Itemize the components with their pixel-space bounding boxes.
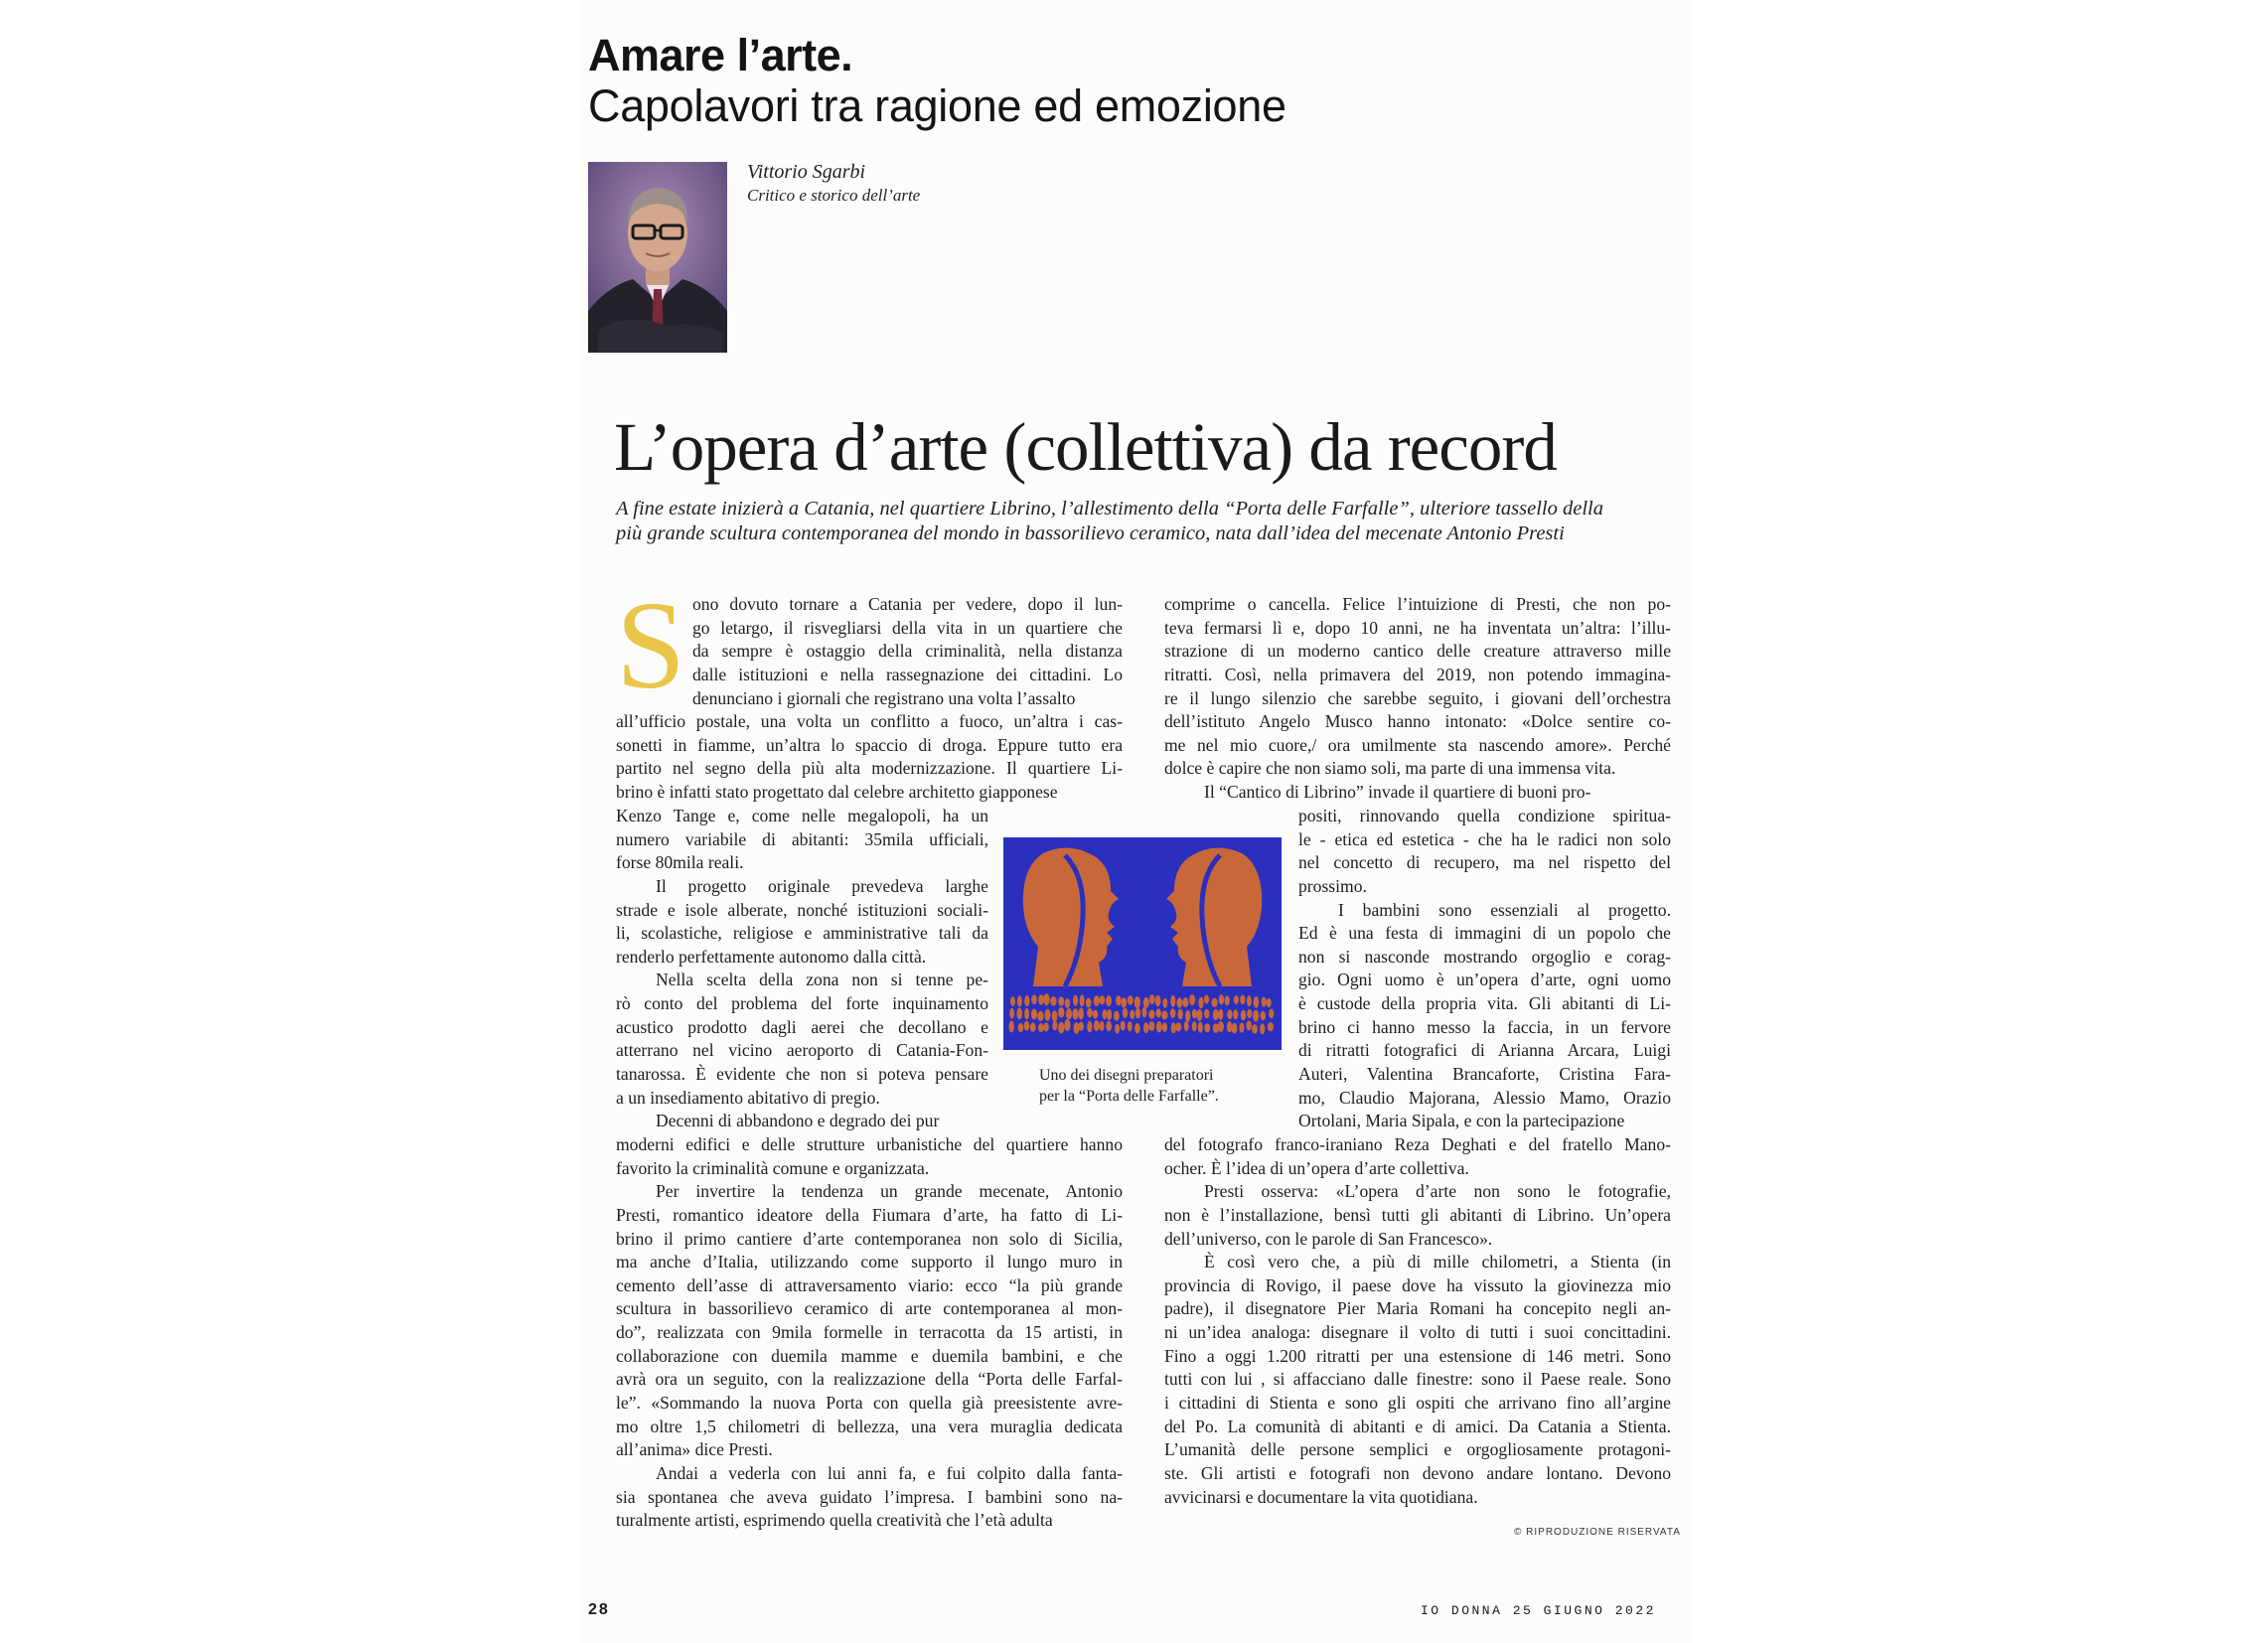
crowd-head bbox=[1072, 1008, 1078, 1019]
crowd-head bbox=[1058, 996, 1064, 1006]
text-line: Nella scelta della zona non si tenne pe- bbox=[656, 970, 988, 990]
crowd-head bbox=[1010, 996, 1015, 1006]
crowd-head bbox=[1134, 1023, 1140, 1034]
crowd-head bbox=[1241, 1010, 1247, 1021]
crowd-head bbox=[1252, 1024, 1258, 1034]
crowd-head bbox=[1038, 994, 1044, 1004]
crowd-head bbox=[1162, 1022, 1167, 1032]
crowd-head bbox=[1024, 1008, 1029, 1020]
crowd-head bbox=[1247, 1009, 1252, 1018]
text-line: avrà ora un seguito, con la realizzazione della “Porta delle Farfal- bbox=[616, 1369, 1123, 1390]
crowd-head bbox=[1107, 1009, 1112, 1020]
article-deck bbox=[616, 497, 1659, 546]
crowd-head bbox=[1100, 995, 1106, 1004]
text-line: prossimo. bbox=[1298, 875, 1367, 896]
text-line: Il “Cantico di Librino” invade il quartiere di buoni pro- bbox=[1204, 782, 1591, 803]
crowd-head bbox=[1192, 1021, 1197, 1031]
crowd-head bbox=[1192, 1009, 1197, 1019]
crowd-head bbox=[1162, 998, 1167, 1008]
column-1-bottom bbox=[616, 1133, 1123, 1533]
crowd-head bbox=[1030, 1022, 1036, 1032]
crowd-head bbox=[1268, 1022, 1274, 1031]
crowd-head bbox=[1247, 995, 1252, 1006]
text-line: strade e isole alberate, nonché istituzioni sociali- bbox=[616, 899, 988, 920]
text-line: turalmente artisti, esprimendo quella creatività che l’età adulta bbox=[616, 1510, 1053, 1531]
crowd-head bbox=[1198, 1022, 1203, 1033]
crowd-head bbox=[1123, 1008, 1128, 1018]
column-1-narrow bbox=[616, 805, 988, 1133]
caption-line: per la “Porta delle Farfalle”. bbox=[1039, 1088, 1219, 1105]
figure-caption bbox=[1039, 1065, 1219, 1107]
crowd-head bbox=[1178, 1009, 1183, 1020]
text-line: mo oltre 1,5 chilometri di bellezza, una vera muraglia dedicata bbox=[616, 1416, 1123, 1436]
text-line: provincia di Rovigo, il paese dove ha vissuto la giovinezza mio bbox=[1164, 1274, 1671, 1295]
porta-delle-farfalle-illustration bbox=[1003, 837, 1282, 1050]
crowd-head bbox=[1161, 1010, 1167, 1019]
text-line: ma anche d’Italia, utilizzando come supporto il lungo muro in bbox=[616, 1252, 1123, 1272]
crowd-head bbox=[1143, 997, 1149, 1008]
crowd-head bbox=[1018, 1023, 1024, 1032]
crowd-head bbox=[1198, 997, 1203, 1008]
crowd-head bbox=[1213, 1009, 1219, 1020]
crowd-head bbox=[1094, 995, 1100, 1006]
text-line: sia spontanea che aveva guidato l’impresa. I bambini sono na- bbox=[616, 1486, 1123, 1507]
crowd-head bbox=[1142, 1007, 1147, 1018]
crowd-head bbox=[1204, 1023, 1210, 1032]
text-line: denunciano i giornali che registrano una volta l’assalto bbox=[692, 687, 1076, 708]
crowd-head bbox=[1262, 997, 1267, 1007]
crowd-head bbox=[1103, 1009, 1108, 1019]
crowd-head bbox=[1218, 1021, 1224, 1032]
crowd-head bbox=[1219, 994, 1224, 1004]
crowd-head bbox=[1078, 1022, 1084, 1031]
text-line: I bambini sono essenziali al progetto. bbox=[1338, 899, 1671, 920]
crowd-head bbox=[1227, 1009, 1232, 1019]
crowd-head bbox=[1240, 1022, 1245, 1032]
crowd-head bbox=[1116, 995, 1122, 1005]
crowd-head bbox=[1052, 1020, 1057, 1030]
crowd-head bbox=[1232, 1023, 1238, 1034]
column-title: Amare l’arte. bbox=[588, 30, 853, 80]
text-line: dell’universo, con le parole di San Francesco». bbox=[1164, 1228, 1493, 1249]
text-line: è custode della propria vita. Gli abitanti di Li- bbox=[1298, 993, 1671, 1014]
text-line: tutti con lui , si affacciano dalle finestre: sono il Paese reale. Sono bbox=[1164, 1369, 1671, 1390]
article-headline: L’opera d’arte (collettiva) da record bbox=[614, 409, 1557, 485]
crowd-head bbox=[1143, 1022, 1148, 1033]
text-line: brino ci hanno messo la faccia, in un fervore bbox=[1298, 1016, 1671, 1037]
crowd-head bbox=[1175, 1022, 1181, 1031]
text-line: le”. «Sommando la nuova Porta con quella già preesistente avre- bbox=[616, 1393, 1123, 1414]
text-line: Il progetto originale prevedeva larghe bbox=[656, 875, 988, 896]
crowd-head bbox=[1128, 1021, 1133, 1031]
text-line: comprime o cancella. Felice l’intuizione di Presti, che non po- bbox=[1164, 594, 1671, 614]
deck-line: A fine estate inizierà a Catania, nel quartiere Librino, l’allestimento della “Porta delle Farfalle”, ulteriore tassello della bbox=[616, 498, 1603, 520]
crowd-head bbox=[1087, 1021, 1092, 1033]
text-line: collaborazione con duemila mamme e duemila bambini, e che bbox=[616, 1345, 1123, 1366]
crowd-head bbox=[1269, 1009, 1274, 1019]
caption-line: Uno dei disegni preparatori bbox=[1039, 1067, 1214, 1084]
text-line: go letargo, il risvegliarsi della vita in un quartiere che bbox=[692, 617, 1123, 638]
column-header bbox=[588, 30, 1286, 131]
author-name: Vittorio Sgarbi bbox=[747, 161, 866, 183]
crowd-head bbox=[1009, 1020, 1014, 1032]
crowd-head bbox=[1253, 1010, 1259, 1022]
text-line: del fotografo franco-iraniano Reza Deghati e del fratello Mano- bbox=[1164, 1134, 1671, 1154]
crowd-head bbox=[1234, 995, 1239, 1004]
text-line: L’umanità delle persone semplici e orgogliosamente protagoni- bbox=[1164, 1439, 1671, 1460]
crowd-head bbox=[1031, 994, 1037, 1004]
text-line: Auteri, Valentina Brancaforte, Cristina Fara- bbox=[1298, 1064, 1671, 1085]
text-line: brino è infatti stato progettato dal celebre architetto giapponese bbox=[616, 781, 1058, 802]
crowd-head bbox=[1171, 1022, 1176, 1033]
column-2-narrow bbox=[1298, 805, 1671, 1133]
text-line: gio. Ogni uomo è un’opera d’arte, ogni uomo bbox=[1298, 970, 1671, 990]
crowd-head bbox=[1170, 1008, 1175, 1018]
text-line: padre), il disegnatore Pier Maria Romani ha concepito negli an- bbox=[1164, 1298, 1671, 1319]
text-line: ni un’idea analoga: disegnare il volto di tutti i suoi concittadini. bbox=[1164, 1322, 1671, 1343]
crowd-head bbox=[1058, 1022, 1064, 1034]
column-2-bottom bbox=[1164, 1133, 1671, 1509]
text-line: non è l’installazione, bensì tutti gli abitanti di Librino. Un’opera bbox=[1164, 1204, 1671, 1225]
text-line: Fino a oggi 1.200 ritratti per una estensione di 146 metri. Sono bbox=[1164, 1345, 1671, 1366]
crowd-head bbox=[1184, 1021, 1189, 1031]
text-line: dell’istituto Angelo Musco hanno intonato: «Dolce sentire co- bbox=[1164, 711, 1671, 732]
text-line: cemento dell’asse di attraversamento viario: ecco “la più grande bbox=[616, 1274, 1123, 1295]
column-2-top bbox=[1164, 593, 1671, 805]
text-line: mo, Claudio Majorana, Alessio Mamo, Orazio bbox=[1298, 1087, 1671, 1108]
text-line: non si nasconde mostrando orgoglio e corag- bbox=[1298, 946, 1671, 967]
crowd-head bbox=[1170, 995, 1175, 1007]
text-line: i cittadini di Stienta e sono gli ospiti che arrivano fino all’argine bbox=[1164, 1393, 1671, 1414]
crowd-head bbox=[1058, 1007, 1064, 1018]
crowd-head bbox=[1065, 998, 1071, 1008]
crowd-head bbox=[1080, 995, 1085, 1007]
text-line: renderlo perfettamente autonomo dalla città. bbox=[616, 946, 927, 967]
text-line: Kenzo Tange e, come nelle megalopoli, ha un bbox=[616, 806, 988, 825]
crowd-head bbox=[1233, 1009, 1238, 1019]
crowd-head bbox=[1106, 1021, 1112, 1032]
crowd-head bbox=[1045, 1009, 1051, 1021]
column-subtitle: Capolavori tra ragione ed emozione bbox=[588, 80, 1286, 131]
text-line: li, scolastiche, religiose e amministrative tali da bbox=[616, 923, 988, 944]
crowd-head bbox=[1050, 996, 1056, 1006]
crowd-head bbox=[1037, 1011, 1043, 1021]
author-byline bbox=[747, 159, 920, 207]
text-line: Andai a vederla con lui anni fa, e fui colpito dalla fanta- bbox=[656, 1462, 1123, 1483]
crowd-head bbox=[1254, 996, 1259, 1008]
column-1-top bbox=[692, 593, 1123, 710]
publication-dateline: IO DONNA 25 GIUGNO 2022 bbox=[1421, 1603, 1656, 1618]
text-line: a un insediamento abitativo di pregio. bbox=[616, 1087, 880, 1108]
text-line: sonetti in fiamme, un’altra lo spaccio di droga. Eppure tutto era bbox=[616, 734, 1123, 755]
crowd-head bbox=[1043, 993, 1049, 1005]
text-line: È così vero che, a più di mille chilometri, a Stienta (in bbox=[1204, 1252, 1671, 1272]
crowd-head bbox=[1038, 1023, 1044, 1032]
text-line: le - etica ed estetica - che ha le radici non solo bbox=[1298, 828, 1671, 849]
crowd-head bbox=[1197, 1009, 1203, 1021]
text-line: all’ufficio postale, una volta un conflitto a fuoco, un’altra i cas- bbox=[616, 711, 1123, 731]
crowd-head bbox=[1017, 995, 1022, 1007]
crowd-head bbox=[1043, 1022, 1049, 1031]
crowd-head bbox=[1182, 997, 1188, 1007]
crowd-head bbox=[1260, 1023, 1265, 1034]
crowd-head bbox=[1156, 1021, 1162, 1033]
text-line: nel concetto di recupero, ma nel rispetto del bbox=[1298, 852, 1671, 873]
crowd-head bbox=[1024, 1021, 1030, 1031]
crowd-head bbox=[1078, 1008, 1084, 1020]
text-line: scultura in bassorilievo ceramico di arte contemporanea al mon- bbox=[616, 1298, 1123, 1319]
crowd-head bbox=[1155, 995, 1161, 1006]
text-line: brino il primo cantiere d’arte contemporanea non solo di Sicilia, bbox=[616, 1228, 1123, 1249]
crowd-head bbox=[1122, 997, 1128, 1007]
crowd-head bbox=[1106, 995, 1112, 1006]
crowd-head bbox=[1225, 996, 1230, 1006]
crowd-head bbox=[1009, 1008, 1014, 1019]
text-line: del Po. La comunità di abitanti e di amici. Da Catania a Stienta. bbox=[1164, 1416, 1671, 1436]
crowd-head bbox=[1130, 1010, 1134, 1019]
text-line: dalle istituzioni e nella rassegnazione dei cittadini. Lo bbox=[692, 664, 1123, 684]
text-line: di ritratti fotografici di Arianna Arcara, Luigi bbox=[1298, 1040, 1671, 1061]
text-line: Decenni di abbandono e degrado dei pur bbox=[656, 1111, 940, 1131]
crowd-head bbox=[1134, 996, 1140, 1008]
text-line: Ortolani, Maria Sipala, e con la partecipazione bbox=[1298, 1111, 1625, 1131]
text-line: rò conto del problema del forte inquinamento bbox=[616, 993, 988, 1014]
crowd-head bbox=[1212, 998, 1218, 1007]
text-line: numero variabile di abitanti: 35mila ufficiali, bbox=[616, 828, 988, 849]
text-line: da sempre è ostaggio della criminalità, nella distanza bbox=[692, 641, 1123, 662]
crowd-head bbox=[1148, 1021, 1154, 1031]
crowd-head bbox=[1024, 995, 1029, 1006]
text-line: partito nel segno della più alta modernizzazione. Il quartiere Li- bbox=[616, 758, 1123, 779]
crowd-head bbox=[1261, 1011, 1267, 1020]
author-photo bbox=[588, 162, 727, 353]
text-line: Ed è una festa di immagini di un popolo che bbox=[1298, 923, 1671, 944]
text-line: Presti, romantico ideatore della Fiumara d’arte, ha fatto di Li- bbox=[616, 1204, 1123, 1225]
text-line: teva fermarsi lì e, dopo 10 anni, ne ha inventata un’altra: l’illu- bbox=[1164, 617, 1671, 638]
text-line: favorito la criminalità comune e organizzata. bbox=[616, 1157, 930, 1178]
crowd-head bbox=[1185, 1010, 1190, 1022]
crowd-head bbox=[1066, 1008, 1072, 1019]
crowd-head bbox=[1087, 1008, 1093, 1018]
drop-cap: S bbox=[616, 577, 686, 715]
crowd-head bbox=[1017, 1008, 1023, 1020]
text-line: atterrano nel vicino aeroporto di Catania-Fon- bbox=[616, 1040, 988, 1061]
text-line: do”, realizzata con 9mila formelle in terracotta da 15 artisti, in bbox=[616, 1322, 1123, 1343]
page-number: 28 bbox=[588, 1601, 610, 1618]
crowd-head bbox=[1227, 1021, 1232, 1032]
text-line: positi, rinnovando quella condizione spiritua- bbox=[1298, 806, 1671, 825]
crowd-head bbox=[1156, 1008, 1161, 1017]
crowd-head bbox=[1093, 1010, 1098, 1019]
crowd-head bbox=[1114, 1011, 1120, 1021]
text-line: acustico prodotto dagli aerei che decollano e bbox=[616, 1016, 988, 1037]
crowd-head bbox=[1052, 1010, 1058, 1021]
crowd-head bbox=[1086, 998, 1092, 1008]
crowd-head bbox=[1189, 994, 1195, 1005]
crowd-head bbox=[1115, 1024, 1120, 1034]
author-role: Critico e storico dell’arte bbox=[747, 186, 921, 205]
text-line: tanarossa. È evidente che non si poteva pensare bbox=[616, 1064, 988, 1085]
crowd-head bbox=[1121, 1021, 1126, 1031]
copyright-notice: © RIPRODUZIONE RISERVATA bbox=[1514, 1527, 1681, 1538]
text-line: ste. Gli artisti e fotografi non devono andare lontano. Devono bbox=[1164, 1462, 1671, 1483]
crowd-head bbox=[1246, 1021, 1252, 1031]
crowd-head bbox=[1094, 1020, 1100, 1031]
crowd-head bbox=[1135, 1008, 1140, 1019]
deck-line: più grande scultura contemporanea del mondo in bassorilievo ceramico, nata dall’idea del mecenate Antonio Presti bbox=[616, 523, 1565, 544]
crowd-head bbox=[1149, 994, 1154, 1004]
text-line: Presti osserva: «L’opera d’arte non sono le fotografie, bbox=[1204, 1181, 1671, 1202]
crowd-head bbox=[1177, 997, 1183, 1007]
text-line: Per invertire la tendenza un grande mecenate, Antonio bbox=[656, 1181, 1123, 1202]
text-line: ritratti. Così, nella primavera del 2019, non potendo immagina- bbox=[1164, 664, 1671, 684]
text-line: all’anima» dice Presti. bbox=[616, 1439, 773, 1460]
text-line: ono dovuto tornare a Catania per vedere, dopo il lun- bbox=[692, 594, 1123, 614]
text-line: avvicinarsi e documentare la vita quotidiana. bbox=[1164, 1486, 1478, 1507]
crowd-head bbox=[1031, 1009, 1037, 1020]
crowd-head bbox=[1148, 1010, 1154, 1019]
crowd-head bbox=[1128, 995, 1134, 1004]
text-line: ocher. È l’idea di un’opera d’arte collettiva. bbox=[1164, 1157, 1469, 1178]
crowd-head bbox=[1064, 1019, 1070, 1031]
crowd-head bbox=[1267, 998, 1272, 1007]
crowd-head bbox=[1218, 1009, 1223, 1020]
text-line: strazione di un moderno cantico delle creature attraverso mille bbox=[1164, 641, 1671, 662]
crowd-head bbox=[1240, 995, 1245, 1004]
crowd-head bbox=[1073, 995, 1078, 1006]
text-line: re il lungo silenzio che sarebbe seguito, i giovani dell’orchestra bbox=[1164, 687, 1671, 708]
text-line: forse 80mila reali. bbox=[616, 852, 744, 873]
crowd-head bbox=[1100, 1021, 1105, 1031]
text-line: moderni edifici e delle strutture urbanistiche del quartiere hanno bbox=[616, 1134, 1123, 1154]
text-line: dolce è capire che non siamo soli, ma parte di una immensa vita. bbox=[1164, 758, 1616, 779]
crowd-head bbox=[1204, 1009, 1209, 1018]
crowd-head bbox=[1204, 995, 1209, 1004]
column-1-full bbox=[616, 710, 1123, 805]
text-line: me nel mio cuore,/ ora umilmente sta nascendo amore». Perché bbox=[1164, 734, 1671, 755]
